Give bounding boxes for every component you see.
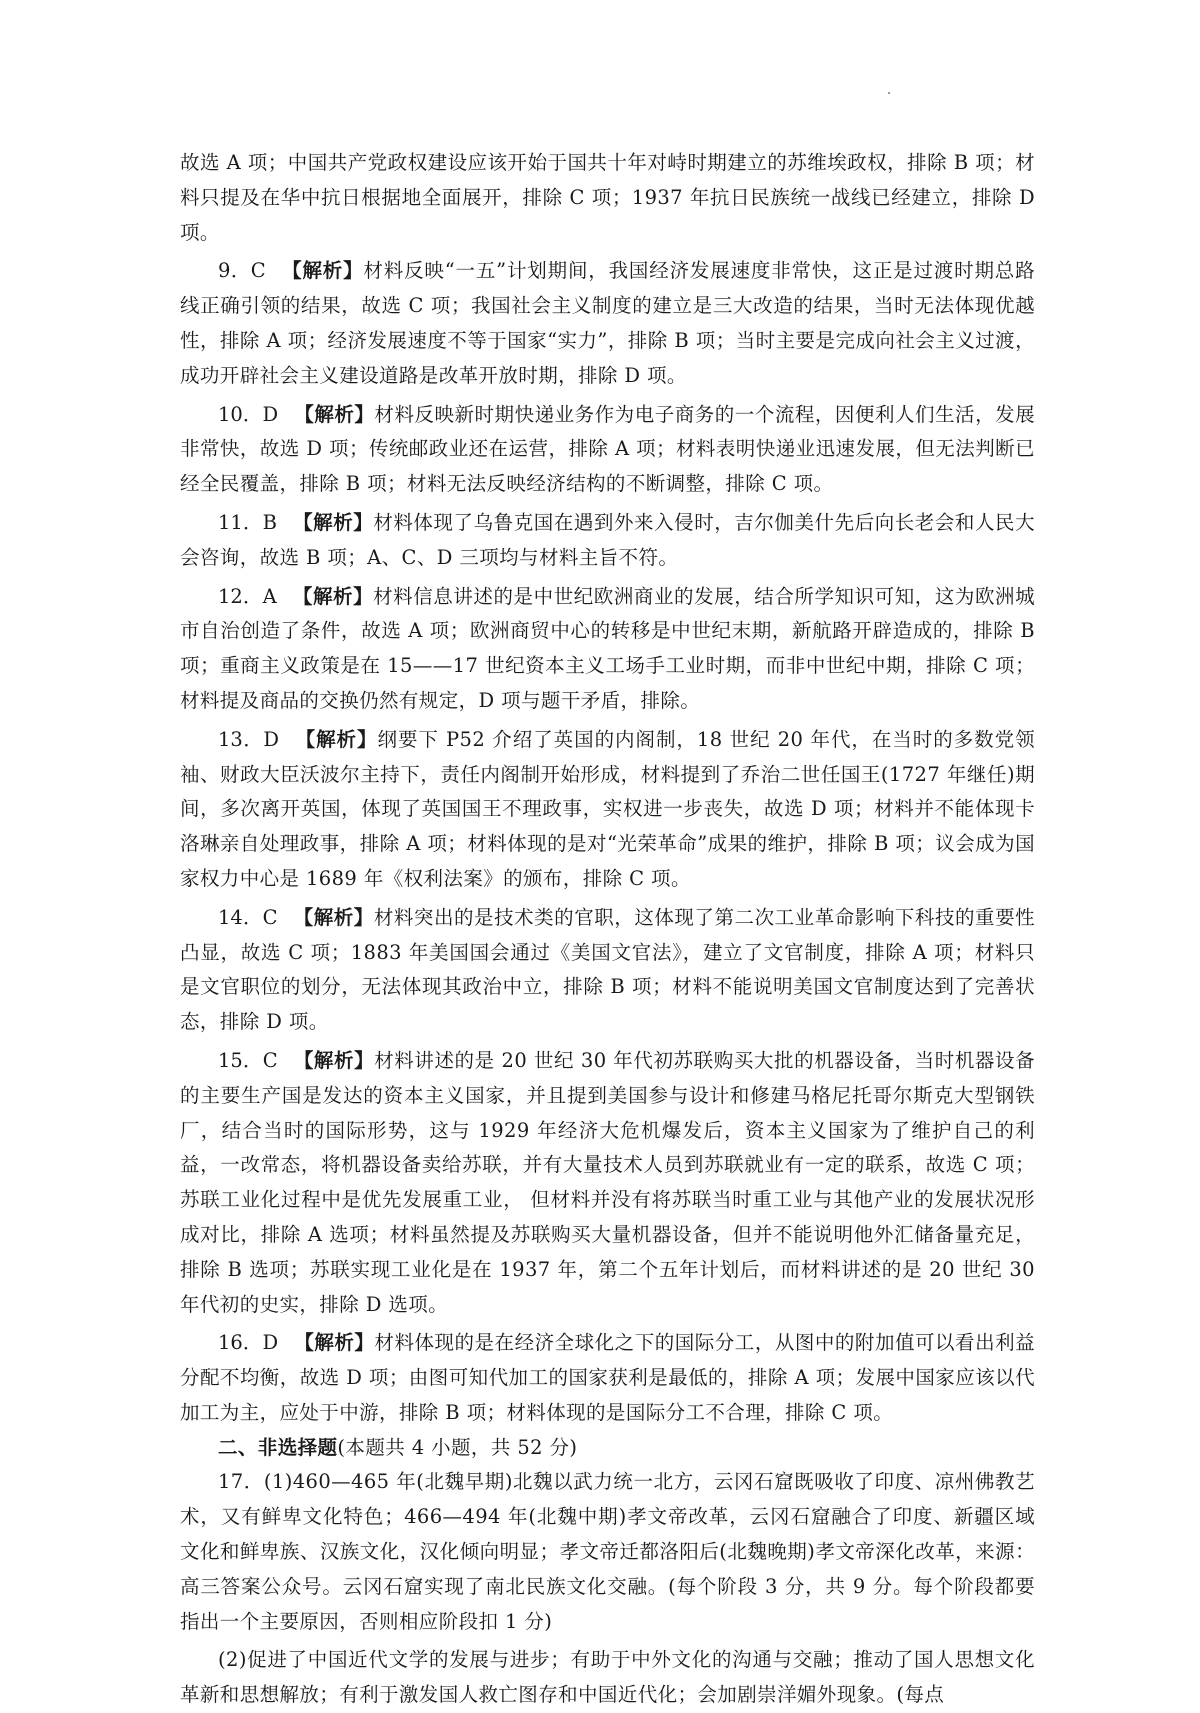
answer-item-16: [180, 1326, 1035, 1430]
answer-page: [180, 146, 1035, 1713]
analysis-tag: 【解析】: [293, 905, 374, 929]
answer-text: 材料体现了乌鲁克国在遇到外来入侵时，吉尔伽美什先后向长老会和人民大会咨询，故选 B 项；A、C、D 三项均与材料主旨不符。: [180, 510, 1035, 569]
answer-text: 材料讲述的是 20 世纪 30 年代初苏联购买大批的机器设备，当时机器设备的主要生产国是发达的资本主义国家，并且提到美国参与设计和修建马格尼托哥尔斯克大型钢铁厂，结合当时的国际形势，这与 1929 年经济大危机爆发后，资本主义国家为了维护自己的利益，一改常态，将机器设备卖给苏联，并有大量技术人员到苏联就业有一定的联系，故选 C 项；苏联工业化过程中是优先发展重工业， 但材料并没有将苏联当时重工业与其他产业的发展状况形成对比，排除 A 选项；材料虽然提及苏联购买大量机器设备，但并不能说明他外汇储备量充足，排除 B 选项；苏联实现工业化是在 1937 年，第二个五年计划后，而材料讲述的是 20 世纪 30 年代初的史实，排除 D 选项。: [180, 1048, 1035, 1316]
answer-number: 12．A: [218, 584, 277, 608]
answer-item-11: [180, 506, 1035, 576]
analysis-tag: 【解析】: [295, 727, 378, 751]
answer-number: 16．D: [218, 1331, 279, 1355]
answer-item-14: [180, 901, 1035, 1040]
answer-item-9: [180, 254, 1035, 393]
analysis-tag: 【解析】: [293, 1048, 375, 1072]
analysis-tag: 【解析】: [294, 1331, 375, 1355]
section-heading: [180, 1431, 1035, 1466]
answer-text: 材料体现的是在经济全球化之下的国际分工，从图中的附加值可以看出利益分配不均衡，故选 D 项；由图可知代加工的国家获利是最低的，排除 A 项；发展中国家应该以代加工为主，应处于中游，排除 B 项；材料体现的是国际分工不合理，排除 C 项。: [180, 1331, 1036, 1424]
answer-number: 9．C: [218, 259, 266, 283]
analysis-tag: 【解析】: [281, 259, 364, 283]
answer-number: 10．D: [218, 402, 279, 426]
answer-item-10: [180, 398, 1035, 502]
section-note: (本题共 4 小题，共 52 分): [337, 1435, 578, 1459]
answer-text: 纲要下 P52 介绍了英国的内阁制，18 世纪 20 年代，在当时的多数党领袖、财政大臣沃波尔主持下，责任内阁制开始形成，材料提到了乔治二世任国王(1727 年继任)期间，多次离开英国，体现了英国国王不理政事，实权进一步丧失，故选 D 项；材料并不能体现卡洛琳亲自处理政事，排除 A 项；材料体现的是对“光荣革命”成果的维护，排除 B 项；议会成为国家权力中心是 1689 年《权利法案》的颁布，排除 C 项。: [180, 727, 1035, 890]
answer-text: 材料突出的是技术类的官职，这体现了第二次工业革命影响下科技的重要性凸显，故选 C 项；1883 年美国国会通过《美国文官法》，建立了文官制度，排除 A 项；材料只是文官职位的划分，无法体现其政治中立，排除 B 项；材料不能说明美国文官制度达到了完善状态，排除 D 项。: [180, 905, 1036, 1034]
answer-item-15: [180, 1044, 1035, 1322]
scan-dot: [888, 92, 890, 94]
answer-text: 材料反映新时期快递业务作为电子商务的一个流程，因便利人们生活，发展非常快，故选 D 项；传统邮政业还在运营，排除 A 项；材料表明快递业迅速发展，但无法判断已经全民覆盖，排除 B 项；材料无法反映经济结构的不断调整，排除 C 项。: [180, 402, 1036, 496]
intro-paragraph: 故选 A 项；中国共产党政权建设应该开始于国共十年对峙时期建立的苏维埃政权，排除 B 项；材料只提及在华中抗日根据地全面展开，排除 C 项；1937 年抗日民族统一战线已经建立，排除 D 项。: [180, 151, 1035, 244]
answer-item-17-part2: (2)促进了中国近代文学的发展与进步；有助于中外文化的沟通与交融；推动了国人思想文化革新和思想解放；有利于激发国人救亡图存和中国近代化；会加剧崇洋媚外现象。(每点: [180, 1648, 1035, 1707]
answer-item-12: [180, 580, 1035, 719]
answer-number: 13．D: [218, 727, 280, 751]
answer-number: 15．C: [218, 1048, 278, 1072]
answer-text: 材料反映“一五”计划期间，我国经济发展速度非常快，这正是过渡时期总路线正确引领的结果，故选 C 项；我国社会主义制度的建立是三大改造的结果，当时无法体现优越性，排除 A 项；经济发展速度不等于国家“实力”，排除 B 项；当时主要是完成向社会主义过渡，成功开辟社会主义建设道路是改革开放时期，排除 D 项。: [180, 259, 1035, 387]
answer-item-17-part1: 17．(1)460—465 年(北魏早期)北魏以武力统一北方，云冈石窟既吸收了印度、凉州佛教艺术，又有鲜卑文化特色；466—494 年(北魏中期)孝文帝改革，云冈石窟融合了印度、新疆区域文化和鲜卑族、汉族文化，汉化倾向明显；孝文帝迁都洛阳后(北魏晚期)孝文帝深化改革，来源：高三答案公众号。云冈石窟实现了南北民族文化交融。(每个阶段 3 分，共 9 分。每个阶段都要指出一个主要原因，否则相应阶段扣 1 分): [180, 1470, 1035, 1633]
answer-number: 14．C: [218, 905, 278, 929]
analysis-tag: 【解析】: [294, 402, 375, 426]
analysis-tag: 【解析】: [292, 510, 374, 534]
answer-text: 材料信息讲述的是中世纪欧洲商业的发展，结合所学知识可知，这为欧洲城市自治创造了条件，故选 A 项；欧洲商贸中心的转移是中世纪末期，新航路开辟造成的，排除 B 项；重商主义政策是在 15——17 世纪资本主义工场手工业时期，而非中世纪中期，排除 C 项；材料提及商品的交换仍然有规定，D 项与题干矛盾，排除。: [180, 584, 1035, 712]
answer-item-13: [180, 723, 1035, 897]
analysis-tag: 【解析】: [292, 584, 374, 608]
answer-number: 11．B: [218, 510, 277, 534]
section-title: 二、非选择题: [218, 1435, 338, 1459]
